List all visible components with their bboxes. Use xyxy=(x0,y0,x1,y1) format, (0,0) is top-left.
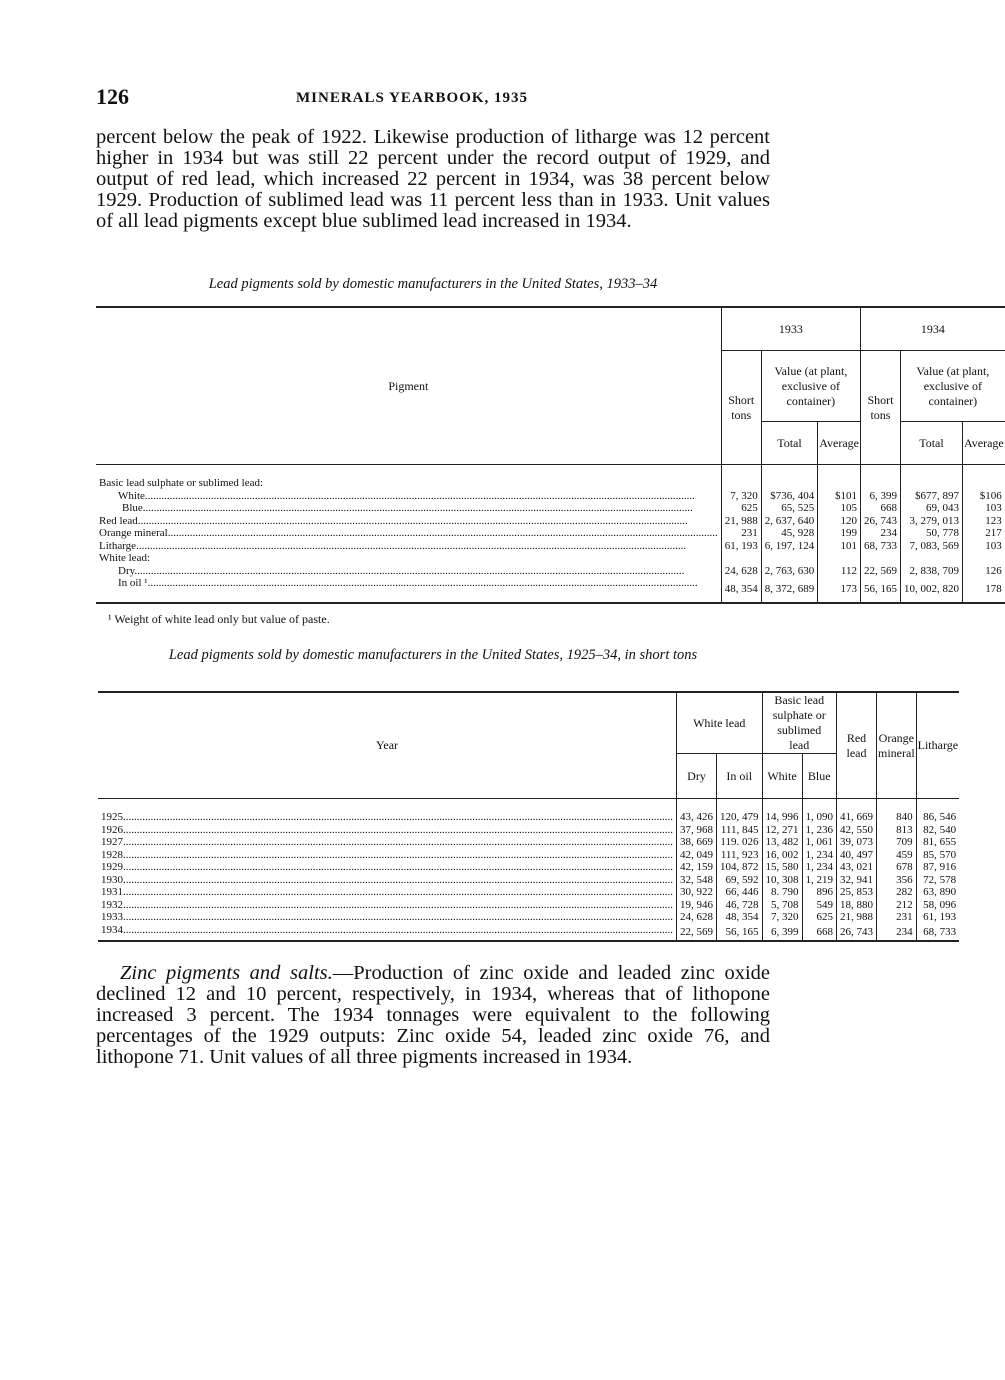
row-year xyxy=(98,924,677,942)
row-label-text: Blue xyxy=(122,502,143,514)
table1-row xyxy=(96,527,1005,540)
row-cell xyxy=(818,552,861,565)
table1-row xyxy=(96,502,1005,515)
leader-dots: 1926........................................................................................................................................................................................................ xyxy=(101,823,673,836)
row-cell: 111, 845 xyxy=(717,824,763,837)
table1-row xyxy=(96,490,1005,503)
row-cell xyxy=(900,465,962,490)
row-cell: 19, 946 xyxy=(677,899,717,912)
row-cell: 8, 372, 689 xyxy=(761,577,818,603)
table1-caption: Lead pigments sold by domestic manufacturers in the United States, 1933–34 xyxy=(208,276,658,292)
row-cell: 18, 880 xyxy=(837,899,877,912)
row-cell xyxy=(962,552,1004,565)
col-value-1933: Value (at plant, exclusive of container) xyxy=(761,351,860,422)
leader-dots: Litharge........................................................................................................................................................................................................ xyxy=(99,539,687,552)
col-year: Year xyxy=(98,692,677,799)
leader-dots: Red lead........................................................................................................................................................................................................ xyxy=(99,514,688,527)
row-label-text: 1927 xyxy=(101,836,123,848)
row-cell: 21, 988 xyxy=(837,911,877,924)
row-cell xyxy=(860,465,900,490)
table1-row xyxy=(96,515,1005,528)
col-blue: Blue xyxy=(802,754,837,799)
row-cell: 16, 002 xyxy=(762,849,802,862)
row-cell: 32, 548 xyxy=(677,874,717,887)
row-cell: 7, 320 xyxy=(762,911,802,924)
leader-dots: 1929........................................................................................................................................................................................................ xyxy=(101,861,673,873)
row-label-text: 1929 xyxy=(101,861,123,873)
row-year xyxy=(98,899,677,912)
table2-row xyxy=(98,886,959,899)
col-in-oil: In oil xyxy=(717,754,763,799)
row-label: Basic lead sulphate or sublimed lead: xyxy=(99,477,264,489)
row-label-text: White xyxy=(118,489,145,502)
leader-dots: Dry........................................................................................................................................................................................................ xyxy=(118,564,685,577)
row-cell: 625 xyxy=(721,502,761,515)
row-cell: 38, 669 xyxy=(677,836,717,849)
table1-footnote: ¹ Weight of white lead only but value of paste. xyxy=(108,612,330,626)
row-cell: 813 xyxy=(877,824,917,837)
col-red-lead: Red lead xyxy=(837,692,877,799)
row-cell: 30, 922 xyxy=(677,886,717,899)
row-cell: 103 xyxy=(962,540,1004,553)
row-cell: 668 xyxy=(860,502,900,515)
row-cell: 58, 096 xyxy=(916,899,959,912)
col-short-tons-1933: Short tons xyxy=(721,351,761,465)
page-number: 126 xyxy=(96,84,129,109)
table-1933-34 xyxy=(96,306,1005,604)
row-cell: 65, 525 xyxy=(761,502,818,515)
row-cell xyxy=(962,465,1004,490)
row-cell: 668 xyxy=(802,924,837,942)
row-cell: 2, 838, 709 xyxy=(900,565,962,578)
row-cell: 1, 236 xyxy=(802,824,837,837)
col-basic-lead: Basic lead sulphate or sublimed lead xyxy=(762,692,837,754)
table1-row xyxy=(96,465,1005,490)
row-cell: 10, 002, 820 xyxy=(900,577,962,603)
row-cell: 231 xyxy=(877,911,917,924)
row-cell: 104, 872 xyxy=(717,861,763,874)
row-label xyxy=(96,565,721,578)
leader-dots: White........................................................................................................................................................................................................ xyxy=(118,489,695,502)
row-cell: 1, 234 xyxy=(802,861,837,874)
row-cell: 50, 778 xyxy=(900,527,962,540)
row-cell: 173 xyxy=(818,577,861,603)
leader-dots: 1933........................................................................................................................................................................................................ xyxy=(101,911,673,923)
row-cell: 61, 193 xyxy=(721,540,761,553)
row-cell: 896 xyxy=(802,886,837,899)
row-cell: 7, 083, 569 xyxy=(900,540,962,553)
row-label xyxy=(96,577,721,603)
table2-caption: Lead pigments sold by domestic manufacturers in the United States, 1925–34, in short tons xyxy=(168,647,698,663)
row-cell: 105 xyxy=(818,502,861,515)
col-average-1934: Average xyxy=(962,422,1004,465)
row-label-text: Red lead xyxy=(99,514,138,527)
row-label xyxy=(96,515,721,528)
row-cell: 212 xyxy=(877,899,917,912)
row-cell: 120 xyxy=(818,515,861,528)
row-cell: 46, 728 xyxy=(717,899,763,912)
row-cell: 41, 669 xyxy=(837,799,877,824)
leader-dots: 1932........................................................................................................................................................................................................ xyxy=(101,898,673,911)
row-cell: 87, 916 xyxy=(916,861,959,874)
row-year xyxy=(98,911,677,924)
table2-row xyxy=(98,899,959,912)
row-cell: 459 xyxy=(877,849,917,862)
section-text: —Production of zinc oxide and leaded zinc oxide declined 12 and 10 percent, respectively, in 1934, whereas that of lithopone increased 3 percent. The 1934 tonnages were equivalent to the following percentages of the 1929 outputs: Zinc oxide 54, leaded zinc oxide 76, and lithopone 71. Unit values of all three pigments increased in 1934. xyxy=(96,962,770,1068)
row-cell: 549 xyxy=(802,899,837,912)
col-year-1934: 1934 xyxy=(860,307,1004,351)
row-cell: 282 xyxy=(877,886,917,899)
row-cell: 119. 026 xyxy=(717,836,763,849)
row-cell: 1, 090 xyxy=(802,799,837,824)
row-cell: 48, 354 xyxy=(721,577,761,603)
row-cell: 101 xyxy=(818,540,861,553)
leader-dots: 1927........................................................................................................................................................................................................ xyxy=(101,836,673,848)
row-cell: 6, 399 xyxy=(860,490,900,503)
row-cell: 82, 540 xyxy=(916,824,959,837)
row-cell: 112 xyxy=(818,565,861,578)
row-cell: 68, 733 xyxy=(916,924,959,942)
row-cell: 63, 890 xyxy=(916,886,959,899)
row-cell: 43, 426 xyxy=(677,799,717,824)
row-cell: 56, 165 xyxy=(860,577,900,603)
table1-row xyxy=(96,577,1005,603)
row-cell: 678 xyxy=(877,861,917,874)
row-label-text: 1925 xyxy=(101,811,123,823)
row-cell: 2, 763, 630 xyxy=(761,565,818,578)
row-label-text: 1933 xyxy=(101,911,123,923)
row-cell: $106 xyxy=(962,490,1004,503)
row-cell: 14, 996 xyxy=(762,799,802,824)
row-cell: 69, 043 xyxy=(900,502,962,515)
body-paragraph-2 xyxy=(96,963,770,1068)
table1-body xyxy=(96,465,1005,603)
running-head: MINERALS YEARBOOK, 1935 xyxy=(296,90,529,106)
row-cell: 217 xyxy=(962,527,1004,540)
row-cell: 1, 219 xyxy=(802,874,837,887)
row-cell: 15, 580 xyxy=(762,861,802,874)
row-label-text: 1930 xyxy=(101,873,123,886)
row-cell: 22, 569 xyxy=(677,924,717,942)
row-year xyxy=(98,861,677,874)
row-label xyxy=(96,540,721,553)
row-cell: $677, 897 xyxy=(900,490,962,503)
row-label-text: Dry xyxy=(118,564,135,577)
row-label xyxy=(96,502,721,515)
row-cell: 81, 655 xyxy=(916,836,959,849)
row-cell: 6, 197, 124 xyxy=(761,540,818,553)
row-cell: 12, 271 xyxy=(762,824,802,837)
table2-row xyxy=(98,874,959,887)
row-cell: 625 xyxy=(802,911,837,924)
row-cell: 85, 570 xyxy=(916,849,959,862)
table2-row xyxy=(98,799,959,824)
row-cell xyxy=(721,465,761,490)
row-cell: 178 xyxy=(962,577,1004,603)
row-cell: 22, 569 xyxy=(860,565,900,578)
table2-row xyxy=(98,849,959,862)
row-label-text: Litharge xyxy=(99,539,137,552)
col-dry: Dry xyxy=(677,754,717,799)
row-label-text: Orange mineral xyxy=(99,527,168,539)
row-year xyxy=(98,824,677,837)
col-short-tons-1934: Short tons xyxy=(860,351,900,465)
row-cell: 13, 482 xyxy=(762,836,802,849)
col-white: White xyxy=(762,754,802,799)
row-cell: 3, 279, 013 xyxy=(900,515,962,528)
table2-row xyxy=(98,924,959,942)
row-cell xyxy=(761,552,818,565)
row-cell: 68, 733 xyxy=(860,540,900,553)
row-cell: 234 xyxy=(877,924,917,942)
row-cell: 26, 743 xyxy=(837,924,877,942)
row-cell xyxy=(900,552,962,565)
row-cell: 42, 159 xyxy=(677,861,717,874)
row-cell: 8. 790 xyxy=(762,886,802,899)
col-year-1933: 1933 xyxy=(721,307,860,351)
col-white-lead: White lead xyxy=(677,692,763,754)
row-cell: 26, 743 xyxy=(860,515,900,528)
row-cell: 42, 550 xyxy=(837,824,877,837)
row-label-text: 1932 xyxy=(101,898,123,911)
row-cell: 48, 354 xyxy=(717,911,763,924)
row-cell: 1, 061 xyxy=(802,836,837,849)
row-label xyxy=(96,490,721,503)
row-cell: 21, 988 xyxy=(721,515,761,528)
row-year xyxy=(98,849,677,862)
row-cell: 199 xyxy=(818,527,861,540)
row-label-text: 1931 xyxy=(101,886,123,898)
row-cell: 69, 592 xyxy=(717,874,763,887)
row-cell: 234 xyxy=(860,527,900,540)
col-orange-mineral: Orange mineral xyxy=(877,692,917,799)
table1-row xyxy=(96,552,1005,565)
body-paragraph-1: percent below the peak of 1922. Likewise production of litharge was 12 percent higher in 1934 but was still 22 percent under the record output of 1929, and output of red lead, which increased 22 percent in 1934, was 38 percent below 1929. Production of sublimed lead was 11 percent less than in 1933. Unit values of all lead pigments except blue sublimed lead increased in 1934. xyxy=(96,126,770,232)
row-year xyxy=(98,799,677,824)
row-label-text: 1926 xyxy=(101,823,123,836)
col-total-1934: Total xyxy=(900,422,962,465)
row-cell: 120, 479 xyxy=(717,799,763,824)
row-cell xyxy=(818,465,861,490)
row-cell: 123 xyxy=(962,515,1004,528)
leader-dots: 1925........................................................................................................................................................................................................ xyxy=(101,811,673,823)
col-value-1934: Value (at plant, exclusive of container) xyxy=(900,351,1004,422)
row-cell: 356 xyxy=(877,874,917,887)
col-pigment: Pigment xyxy=(96,307,721,465)
page-header xyxy=(96,84,770,112)
row-cell: 10, 308 xyxy=(762,874,802,887)
row-cell: 126 xyxy=(962,565,1004,578)
table2-row xyxy=(98,861,959,874)
leader-dots: Blue........................................................................................................................................................................................................ xyxy=(122,502,693,514)
row-label-text: 1934 xyxy=(101,923,123,936)
row-cell: 7, 320 xyxy=(721,490,761,503)
col-litharge: Litharge xyxy=(916,692,959,799)
row-cell: 111, 923 xyxy=(717,849,763,862)
row-label-text: 1928 xyxy=(101,848,123,861)
row-cell: $736, 404 xyxy=(761,490,818,503)
row-cell: 42, 049 xyxy=(677,849,717,862)
leader-dots: 1928........................................................................................................................................................................................................ xyxy=(101,848,673,861)
leader-dots: In oil ¹........................................................................................................................................................................................................ xyxy=(118,577,698,589)
col-average-1933: Average xyxy=(818,422,861,465)
table1-row xyxy=(96,540,1005,553)
row-cell: 37, 968 xyxy=(677,824,717,837)
row-cell: 39, 073 xyxy=(837,836,877,849)
row-cell: 25, 853 xyxy=(837,886,877,899)
row-cell: 1, 234 xyxy=(802,849,837,862)
row-cell xyxy=(721,552,761,565)
row-year xyxy=(98,874,677,887)
row-cell: 45, 928 xyxy=(761,527,818,540)
row-cell: 709 xyxy=(877,836,917,849)
row-label xyxy=(96,527,721,540)
leader-dots: 1931........................................................................................................................................................................................................ xyxy=(101,886,673,898)
row-cell xyxy=(761,465,818,490)
row-cell: 6, 399 xyxy=(762,924,802,942)
table2-body xyxy=(98,799,959,942)
leader-dots: 1930........................................................................................................................................................................................................ xyxy=(101,873,673,886)
row-cell: 86, 546 xyxy=(916,799,959,824)
leader-dots: Orange mineral........................................................................................................................................................................................................ xyxy=(99,527,718,539)
row-cell: 840 xyxy=(877,799,917,824)
section-lead-in: Zinc pigments and salts. xyxy=(120,962,333,984)
row-cell: 61, 193 xyxy=(916,911,959,924)
row-cell: 56, 165 xyxy=(717,924,763,942)
col-total-1933: Total xyxy=(761,422,818,465)
row-cell: 32, 941 xyxy=(837,874,877,887)
row-year xyxy=(98,836,677,849)
table2-row xyxy=(98,911,959,924)
row-cell: 40, 497 xyxy=(837,849,877,862)
row-cell: 43, 021 xyxy=(837,861,877,874)
row-cell: 66, 446 xyxy=(717,886,763,899)
table1-row xyxy=(96,565,1005,578)
row-label-text: In oil ¹ xyxy=(118,577,148,589)
row-cell: 24, 628 xyxy=(721,565,761,578)
table2-row xyxy=(98,824,959,837)
row-cell: 5, 708 xyxy=(762,899,802,912)
row-cell: $101 xyxy=(818,490,861,503)
row-cell xyxy=(860,552,900,565)
leader-dots: 1934........................................................................................................................................................................................................ xyxy=(101,923,673,936)
row-cell: 231 xyxy=(721,527,761,540)
row-year xyxy=(98,886,677,899)
row-cell: 103 xyxy=(962,502,1004,515)
row-cell: 2, 637, 640 xyxy=(761,515,818,528)
row-label: White lead: xyxy=(99,552,151,564)
row-cell: 72, 578 xyxy=(916,874,959,887)
table2-row xyxy=(98,836,959,849)
table-1925-34 xyxy=(98,691,959,942)
row-cell: 24, 628 xyxy=(677,911,717,924)
